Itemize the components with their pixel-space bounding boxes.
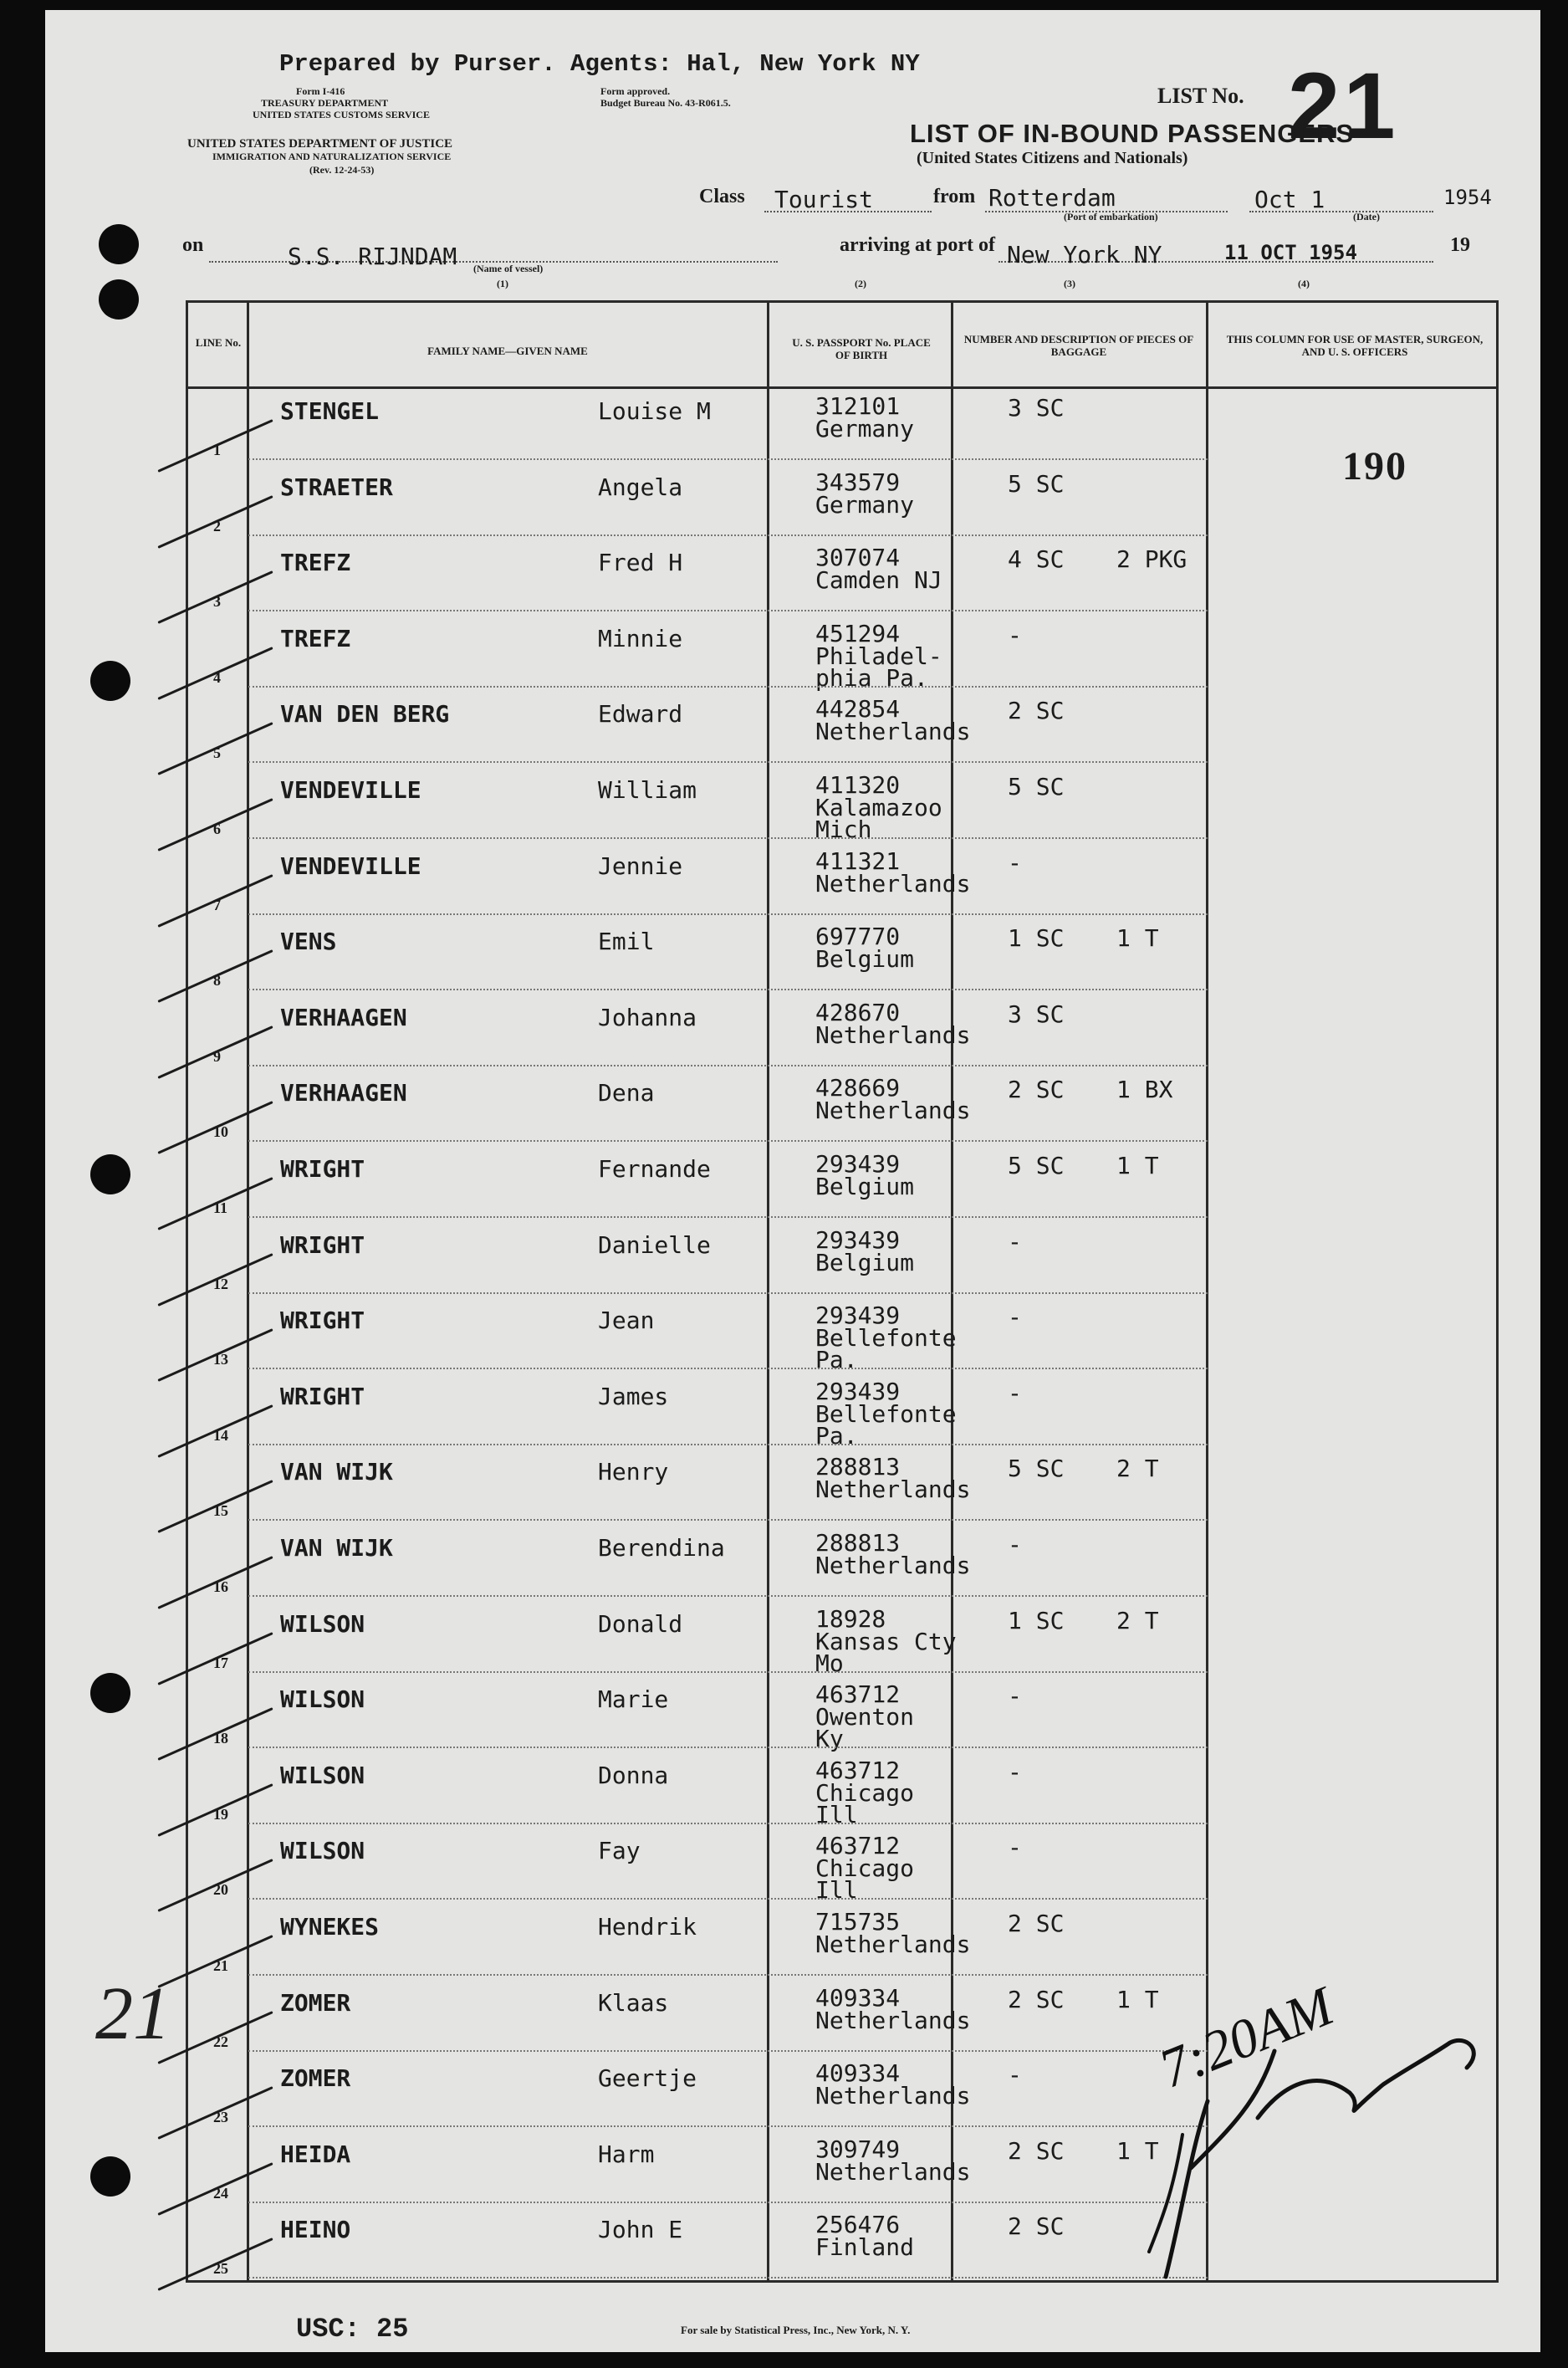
margin-handwritten-number: 21 [95, 1972, 171, 2055]
header-name: FAMILY NAME—GIVEN NAME [427, 345, 588, 357]
row-separator [248, 1368, 1208, 1369]
place-of-birth: Bellefonte Pa. [815, 1399, 957, 1450]
customs-service: UNITED STATES CUSTOMS SERVICE [253, 109, 430, 120]
row-separator [248, 534, 1208, 536]
given-name: Geertje [598, 2064, 697, 2093]
family-name: VENDEVILLE [280, 776, 421, 804]
baggage-primary: 2 SC [1008, 1076, 1065, 1104]
binder-hole [99, 224, 139, 264]
row-separator [248, 1595, 1208, 1597]
check-mark [157, 2238, 273, 2292]
check-mark [157, 1025, 273, 1079]
row-separator [248, 1140, 1208, 1142]
from-caption: (Port of embarkation) [1064, 211, 1158, 222]
printer-credit: For sale by Statistical Press, Inc., New York, N. Y. [681, 2324, 911, 2336]
caption-3: (3) [1064, 278, 1075, 289]
row-separator [248, 610, 1208, 611]
family-name: VAN DEN BERG [280, 700, 450, 729]
line-number: 5 [213, 744, 221, 762]
row-separator [248, 1671, 1208, 1673]
family-name: WILSON [280, 1761, 365, 1789]
family-name: VAN WIJK [280, 1534, 393, 1562]
given-name: James [598, 1382, 669, 1410]
passport-number: 18928 [815, 1604, 886, 1633]
baggage-primary: - [1008, 621, 1022, 649]
passport-number: 715735 [815, 1908, 901, 1936]
header-passport: U. S. PASSPORT No. PLACE OF BIRTH [792, 336, 931, 361]
given-name: Minnie [598, 624, 683, 652]
given-name: Fred H [598, 549, 683, 577]
place-of-birth: Germany [815, 415, 915, 442]
check-mark [157, 1935, 273, 1988]
row-separator [248, 1216, 1208, 1218]
row-separator [248, 1292, 1208, 1294]
arriving-port: New York NY [1007, 241, 1162, 269]
row-separator [248, 1898, 1208, 1900]
caption-1: (1) [497, 278, 508, 289]
check-mark [157, 2086, 273, 2140]
family-name: WRIGHT [280, 1382, 365, 1410]
family-name: WILSON [280, 1609, 365, 1638]
given-name: Hendrik [598, 1913, 697, 1941]
check-mark [157, 2162, 273, 2216]
row-separator [248, 2202, 1208, 2203]
passport-number: 312101 [815, 392, 901, 420]
baggage-primary: 2 SC [1008, 1910, 1065, 1937]
family-name: HEINO [280, 2216, 351, 2244]
baggage-secondary: 2 T [1116, 1455, 1159, 1483]
row-separator [248, 2277, 1208, 2278]
check-mark [157, 495, 273, 549]
baggage-primary: - [1008, 1303, 1022, 1332]
line-number: 9 [213, 1047, 221, 1065]
given-name: Marie [598, 1685, 669, 1714]
baggage-primary: - [1008, 1378, 1022, 1407]
binder-hole [90, 661, 130, 701]
family-name: TREFZ [280, 624, 351, 652]
class-value: Tourist [774, 186, 874, 213]
vessel-caption: (Name of vessel) [473, 263, 544, 274]
place-of-birth: Netherlands [815, 2157, 971, 2186]
line-number: 8 [213, 972, 221, 990]
check-mark [157, 1859, 273, 1913]
family-name: TREFZ [280, 549, 351, 577]
line-number: 10 [213, 1123, 228, 1141]
handwritten-time: 7:20AM [1151, 1975, 1342, 2100]
date-caption: (Date) [1353, 211, 1380, 222]
place-of-birth: Chicago Ill [815, 1854, 915, 1905]
line-number: 18 [213, 1730, 228, 1747]
family-name: VERHAAGEN [280, 1003, 407, 1031]
family-name: WILSON [280, 1685, 365, 1714]
row-separator [248, 1444, 1208, 1445]
baggage-secondary: 2 PKG [1116, 545, 1187, 574]
check-mark [157, 1632, 273, 1685]
family-name: WILSON [280, 1837, 365, 1865]
dept-justice: UNITED STATES DEPARTMENT OF JUSTICE [187, 137, 453, 151]
given-name: Klaas [598, 1988, 669, 2017]
baggage-primary: - [1008, 2061, 1022, 2089]
family-name: HEIDA [280, 2140, 351, 2168]
budget-bureau: Budget Bureau No. 43-R061.5. [600, 97, 731, 109]
line-number: 19 [213, 1805, 228, 1823]
given-name: Jennie [598, 852, 683, 880]
list-number: 21 [1288, 54, 1399, 158]
place-of-birth: Netherlands [815, 1020, 971, 1049]
baggage-primary: - [1008, 1531, 1022, 1558]
passport-number: 463712 [815, 1832, 901, 1860]
check-mark [157, 1102, 273, 1155]
family-name: STRAETER [280, 473, 393, 501]
given-name: Donna [598, 1761, 669, 1789]
prepared-by-line: Prepared by Purser. Agents: Hal, New York NY [279, 50, 920, 78]
passport-number: 411321 [815, 846, 901, 875]
row-separator [248, 989, 1208, 990]
line-number: 15 [213, 1502, 228, 1520]
baggage-secondary: 1 T [1116, 1985, 1159, 2013]
place-of-birth: Belgium [815, 945, 915, 974]
passport-number: 288813 [815, 1529, 901, 1557]
list-title: LIST OF IN-BOUND PASSENGERS [910, 119, 1355, 148]
family-name: WRIGHT [280, 1307, 365, 1335]
on-label: on [182, 234, 204, 256]
place-of-birth: Netherlands [815, 2082, 971, 2110]
row-separator [248, 2050, 1208, 2052]
baggage-secondary: 1 BX [1116, 1076, 1173, 1104]
family-name: VAN WIJK [280, 1458, 393, 1486]
passport-number: 293439 [815, 1150, 901, 1178]
usc-count: USC: 25 [296, 2314, 409, 2345]
given-name: Danielle [598, 1230, 711, 1259]
given-name: Donald [598, 1609, 683, 1638]
given-name: Harm [598, 2140, 655, 2168]
passport-number: 288813 [815, 1453, 901, 1481]
line-number: 2 [213, 517, 221, 534]
passport-number: 463712 [815, 1756, 901, 1784]
place-of-birth: Camden NJ [815, 566, 942, 595]
family-name: STENGEL [280, 397, 380, 425]
check-mark [157, 1177, 273, 1230]
place-of-birth: Netherlands [815, 718, 971, 746]
list-subtitle: (United States Citizens and Nationals) [917, 149, 1188, 167]
given-name: Fernande [598, 1155, 711, 1183]
passport-number: 451294 [815, 619, 901, 647]
baggage-primary: 2 SC [1008, 1985, 1065, 2013]
baggage-primary: 1 SC [1008, 1606, 1065, 1634]
place-of-birth: Netherlands [815, 869, 971, 898]
line-number: 13 [213, 1351, 228, 1368]
baggage-primary: - [1008, 1682, 1022, 1711]
check-mark [157, 570, 273, 624]
binder-hole [90, 1154, 130, 1194]
passport-number: 307074 [815, 544, 901, 572]
line-number: 1 [213, 442, 221, 458]
check-mark [157, 1783, 273, 1837]
family-name: WRIGHT [280, 1155, 365, 1183]
date-value: Oct 1 [1254, 186, 1325, 213]
family-name: WRIGHT [280, 1230, 365, 1259]
line-number: 12 [213, 1275, 228, 1292]
place-of-birth: Netherlands [815, 1552, 971, 1579]
baggage-primary: 5 SC [1008, 469, 1065, 498]
place-of-birth: Finland [815, 2233, 915, 2262]
line-number: 3 [213, 593, 221, 611]
given-name: John E [598, 2216, 683, 2244]
given-name: Fay [598, 1837, 641, 1865]
family-name: VERHAAGEN [280, 1079, 407, 1107]
family-name: WYNEKES [280, 1913, 380, 1941]
passport-number: 411320 [815, 771, 901, 799]
line-number: 14 [213, 1426, 228, 1444]
line-number: 23 [213, 2109, 228, 2126]
passport-number: 293439 [815, 1377, 901, 1405]
given-name: Angela [598, 473, 683, 501]
row-separator [248, 458, 1208, 460]
row-separator [248, 686, 1208, 688]
given-name: Jean [598, 1307, 655, 1335]
baggage-primary: - [1008, 1834, 1022, 1862]
baggage-primary: 5 SC [1008, 1455, 1065, 1483]
passport-number: 463712 [815, 1680, 901, 1709]
place-of-birth: Kansas Cty Mo [815, 1627, 957, 1677]
place-of-birth: Germany [815, 490, 915, 519]
passport-number: 442854 [815, 695, 901, 724]
header-officers: THIS COLUMN FOR USE OF MASTER, SURGEON, AND U. S. OFFICERS [1226, 333, 1484, 358]
baggage-primary: - [1008, 848, 1022, 877]
passport-number: 309749 [815, 2135, 901, 2163]
check-mark [157, 2011, 273, 2064]
check-mark [157, 874, 273, 928]
header-line-no: LINE No. [195, 336, 242, 349]
baggage-secondary: 2 T [1116, 1606, 1159, 1634]
from-label: from [933, 186, 976, 207]
passport-number: 428669 [815, 1074, 901, 1102]
line-number: 25 [213, 2260, 228, 2278]
given-name: Berendina [598, 1534, 725, 1562]
check-mark [157, 1556, 273, 1609]
check-mark [157, 1481, 273, 1534]
baggage-primary: 5 SC [1008, 773, 1065, 800]
class-label: Class [699, 186, 745, 207]
given-name: Edward [598, 700, 683, 729]
given-name: Louise M [598, 397, 711, 425]
baggage-secondary: 1 T [1116, 924, 1159, 953]
line-number: 16 [213, 1578, 228, 1595]
place-of-birth: Owenton Ky [815, 1703, 915, 1753]
caption-2: (2) [855, 278, 866, 289]
officer-count-note: 190 [1342, 444, 1407, 488]
place-of-birth: Netherlands [815, 1097, 971, 1125]
given-name: Henry [598, 1458, 669, 1486]
row-separator [248, 2125, 1208, 2127]
line-number: 4 [213, 668, 221, 686]
line-number: 17 [213, 1654, 228, 1671]
baggage-primary: 5 SC [1008, 1152, 1065, 1179]
header-rule [188, 386, 1496, 389]
row-separator [248, 913, 1208, 915]
place-of-birth: Chicago Ill [815, 1778, 915, 1828]
passport-number: 343579 [815, 468, 901, 496]
check-mark [157, 647, 273, 700]
family-name: VENDEVILLE [280, 852, 421, 880]
check-mark [157, 1328, 273, 1382]
given-name: Johanna [598, 1003, 697, 1031]
check-mark [157, 949, 273, 1003]
year-value: 1954 [1443, 186, 1492, 209]
baggage-secondary: 1 T [1116, 2136, 1159, 2165]
treasury-dept: TREASURY DEPARTMENT [261, 97, 389, 109]
line-number: 7 [213, 896, 221, 913]
given-name: Dena [598, 1079, 655, 1107]
row-separator [248, 1974, 1208, 1976]
given-name: Emil [598, 928, 655, 956]
caption-4: (4) [1298, 278, 1310, 289]
binder-hole [90, 1673, 130, 1713]
place-of-birth: Belgium [815, 1173, 915, 1200]
arrival-year-label: 19 [1450, 234, 1470, 256]
place-of-birth: Bellefonte Pa. [815, 1324, 957, 1374]
passport-number: 428670 [815, 998, 901, 1026]
place-of-birth: Belgium [815, 1248, 915, 1276]
line-number: 24 [213, 2184, 228, 2202]
row-separator [248, 1065, 1208, 1066]
check-mark [157, 798, 273, 852]
arriving-label: arriving at port of [840, 234, 995, 256]
binder-hole [90, 2156, 130, 2197]
line-number: 22 [213, 2033, 228, 2050]
baggage-primary: 1 SC [1008, 924, 1065, 953]
family-name: VENS [280, 928, 337, 956]
row-separator [248, 1823, 1208, 1824]
passport-number: 293439 [815, 1302, 901, 1330]
list-number-label: LIST No. [1157, 84, 1244, 108]
place-of-birth: Netherlands [815, 2006, 971, 2034]
row-separator [248, 837, 1208, 839]
baggage-primary: - [1008, 1757, 1022, 1786]
passport-number: 256476 [815, 2211, 901, 2239]
baggage-primary: 2 SC [1008, 2212, 1065, 2241]
baggage-primary: 4 SC [1008, 545, 1065, 574]
row-separator [248, 1747, 1208, 1748]
passport-number: 293439 [815, 1225, 901, 1254]
given-name: William [598, 776, 697, 804]
place-of-birth: Netherlands [815, 1931, 971, 1958]
line-number: 20 [213, 1881, 228, 1899]
check-mark [157, 1253, 273, 1307]
manifest-sheet [45, 10, 1540, 2352]
form-number: Form I-416 [296, 85, 345, 97]
check-mark [157, 1707, 273, 1761]
line-number: 6 [213, 821, 221, 837]
revision-date: (Rev. 12-24-53) [309, 164, 375, 176]
baggage-primary: 3 SC [1008, 1000, 1065, 1028]
arrival-date-stamp: 11 OCT 1954 [1224, 241, 1357, 264]
from-value: Rotterdam [988, 184, 1116, 212]
baggage-primary: - [1008, 1227, 1022, 1256]
passport-number: 409334 [815, 2059, 901, 2088]
vessel-value: S.S. RIJNDAM [288, 243, 457, 270]
binder-hole [99, 279, 139, 320]
baggage-primary: 3 SC [1008, 394, 1065, 422]
check-mark [157, 1404, 273, 1458]
row-separator [248, 761, 1208, 763]
place-of-birth: Netherlands [815, 1476, 971, 1504]
check-mark [157, 723, 273, 776]
row-separator [248, 1519, 1208, 1521]
place-of-birth: Kalamazoo Mich [815, 794, 942, 843]
line-number: 11 [213, 1199, 228, 1216]
baggage-primary: 2 SC [1008, 697, 1065, 725]
immigration-service: IMMIGRATION AND NATURALIZATION SERVICE [212, 151, 452, 162]
family-name: ZOMER [280, 1988, 351, 2017]
form-approved: Form approved. [600, 85, 671, 97]
line-number: 21 [213, 1957, 228, 1974]
check-mark [157, 419, 273, 473]
baggage-primary: 2 SC [1008, 2136, 1065, 2165]
family-name: ZOMER [280, 2064, 351, 2093]
baggage-secondary: 1 T [1116, 1152, 1159, 1179]
header-baggage: NUMBER AND DESCRIPTION OF PIECES OF BAGGAGE [963, 333, 1194, 358]
passport-number: 697770 [815, 923, 901, 951]
place-of-birth: Philadel- phia Pa. [815, 642, 942, 692]
passport-number: 409334 [815, 1983, 901, 2012]
